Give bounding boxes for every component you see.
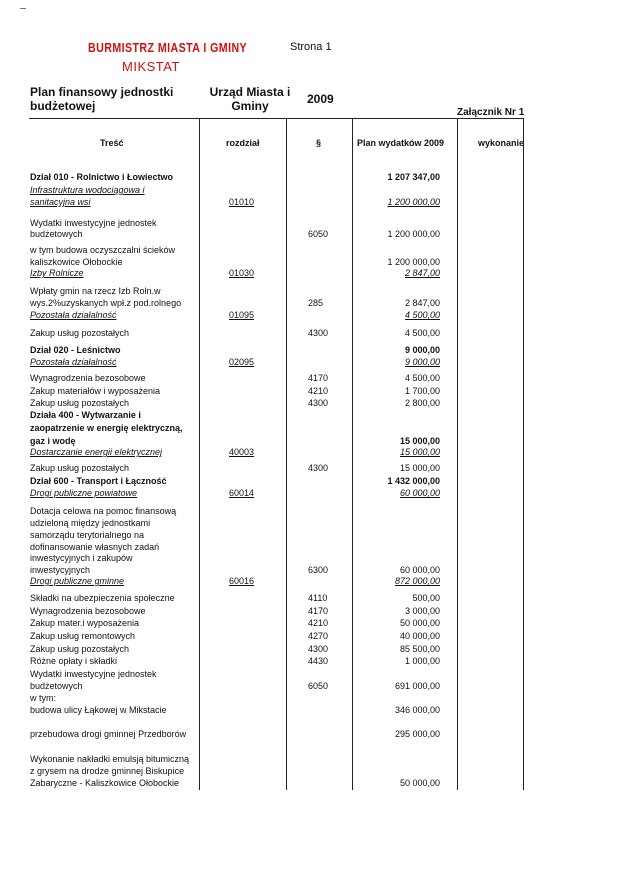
row-plan: 1 200 000,00 (387, 197, 440, 207)
row-plan: 2 800,00 (404, 398, 440, 408)
row-desc: Zakup materiałów i wyposażenia (30, 386, 161, 396)
col-header-plan: Plan wydatków 2009 (357, 138, 445, 148)
row-desc: samorządu terytorialnego na (30, 530, 145, 540)
row-desc: udzieloną między jednostkami (30, 518, 151, 528)
row-par: 4170 (308, 373, 329, 383)
row-section: 40003 (229, 447, 255, 457)
row-plan: 1 700,00 (404, 386, 440, 396)
row-plan: 4 500,00 (404, 373, 440, 383)
row-desc: Zakup usług remontowych (30, 631, 136, 641)
row-desc: Zakup usług pozostałych (30, 644, 130, 654)
row-desc: z grysem na drodze gminnej Biskupice (30, 766, 185, 776)
stamp-line-2: MIKSTAT (122, 59, 180, 74)
row-desc: Zabaryczne - Kaliszkowice Ołobockie (30, 778, 180, 788)
row-section: 60016 (229, 576, 255, 586)
row-desc: budowa ulicy Łąkowej w Mikstacie (30, 705, 167, 715)
page-number: Strona 1 (290, 41, 332, 53)
attachment-label: Załącznik Nr 1 (457, 107, 525, 118)
row-plan: 3 000,00 (404, 606, 440, 616)
row-desc: Dostarczanie energii elektrycznej (30, 447, 163, 457)
row-desc: Pozostała działalność (30, 310, 117, 320)
row-desc: Zakup usług pozostałych (30, 463, 130, 473)
row-desc: Wynagrodzenia bezosobowe (30, 373, 146, 383)
row-par: 4210 (308, 618, 329, 628)
row-desc: Wykonanie nakładki emulsją bitumiczną (30, 754, 189, 764)
row-plan: 60 000,00 (399, 488, 440, 498)
row-par: 6050 (308, 681, 329, 691)
row-par: 4300 (308, 398, 329, 408)
row-desc: przebudowa drogi gminnej Przedborów (30, 729, 187, 739)
col-divider-2 (286, 118, 287, 790)
row-desc: Wydatki inwestycyjne jednostek (30, 218, 157, 228)
row-plan: 1 207 347,00 (387, 172, 440, 182)
row-par: 285 (308, 298, 324, 308)
doc-year: 2009 (307, 92, 334, 106)
col-header-exec: wykonanie (478, 138, 525, 148)
row-plan: 4 500,00 (404, 310, 440, 320)
row-desc: zaopatrzenie w energię elektryczną, (30, 423, 183, 433)
row-desc: Infrastruktura wodociągowa i (30, 185, 145, 195)
table-top-border (29, 118, 524, 119)
row-desc: w tym budowa oczyszczalni ścieków (30, 245, 176, 255)
scan-mark (20, 8, 26, 9)
row-plan: 85 500,00 (399, 644, 440, 654)
row-par: 4300 (308, 328, 329, 338)
row-desc: Wpłaty gmin na rzecz Izb Roln.w (30, 286, 161, 296)
row-desc: budżetowych (30, 229, 83, 239)
row-par: 4300 (308, 644, 329, 654)
row-plan: 1 200 000,00 (387, 229, 440, 239)
col-divider-4 (457, 118, 458, 790)
row-desc: w tym: (30, 693, 56, 703)
row-section: 01030 (229, 268, 255, 278)
row-plan: 9 000,00 (404, 345, 440, 355)
row-plan: 40 000,00 (399, 631, 440, 641)
row-desc: Zakup usług pozostałych (30, 328, 130, 338)
row-desc: Dział 600 - Transport i Łączność (30, 476, 167, 486)
row-plan: 346 000,00 (394, 705, 440, 715)
col-header-section: rozdział (226, 138, 260, 148)
row-par: 4210 (308, 386, 329, 396)
row-desc: sanitacyjna wsi (30, 197, 91, 207)
row-desc: gaz i wodę (30, 436, 76, 446)
row-desc: inwestycyjnych i zakupów (30, 553, 133, 563)
row-desc: Dział 010 - Rolnictwo i Łowiectwo (30, 172, 174, 182)
row-desc: Dotacja celowa na pomoc finansową (30, 506, 177, 516)
row-section: 01095 (229, 310, 255, 320)
row-par: 4430 (308, 656, 329, 666)
row-desc: Zakup mater.i wyposażenia (30, 618, 140, 628)
row-plan: 500,00 (412, 593, 440, 603)
row-desc: Wynagrodzenia bezosobowe (30, 606, 146, 616)
row-plan: 9 000,00 (404, 357, 440, 367)
row-section: 01010 (229, 197, 255, 207)
row-desc: Izby Rolnicze (30, 268, 84, 278)
row-plan: 2 847,00 (404, 298, 440, 308)
row-plan: 15 000,00 (399, 447, 440, 457)
row-plan: 50 000,00 (399, 618, 440, 628)
row-section: 60014 (229, 488, 255, 498)
row-plan: 295 000,00 (394, 729, 440, 739)
row-plan: 50 000,00 (399, 778, 440, 788)
row-plan: 15 000,00 (399, 463, 440, 473)
row-desc: Różne opłaty i składki (30, 656, 118, 666)
row-desc: Działa 400 - Wytwarzanie i (30, 410, 141, 420)
row-plan: 872 000,00 (394, 576, 440, 586)
row-plan: 691 000,00 (394, 681, 440, 691)
row-par: 4110 (308, 593, 328, 603)
row-plan: 2 847,00 (404, 268, 440, 278)
doc-title: Plan finansowy jednostki budżetowej (30, 85, 174, 113)
row-desc: Dział 020 - Leśnictwo (30, 345, 121, 355)
row-plan: 1 000,00 (404, 656, 440, 666)
col-divider-3 (352, 118, 353, 790)
row-par: 6300 (308, 565, 329, 575)
row-plan: 1 200 000,00 (387, 257, 440, 267)
row-desc: dofinansowanie własnych zadań (30, 542, 160, 552)
row-desc: Wydatki inwestycyjne jednostek (30, 669, 157, 679)
row-plan: 15 000,00 (399, 436, 440, 446)
col-divider-5 (523, 118, 524, 790)
row-desc: Drogi publiczne powiatowe (30, 488, 138, 498)
row-desc: wys.2%uzyskanych wpł.z pod.rolnego (30, 298, 182, 308)
office-name: Urząd Miasta i Gminy (209, 85, 291, 113)
row-desc: Drogi publiczne gminne (30, 576, 125, 586)
row-par: 4170 (308, 606, 329, 616)
row-par: 4300 (308, 463, 329, 473)
row-plan: 4 500,00 (404, 328, 440, 338)
row-section: 02095 (229, 357, 255, 367)
row-par: 4270 (308, 631, 329, 641)
col-divider-1 (199, 118, 200, 790)
stamp-line-1: BURMISTRZ MIASTA I GMINY (88, 40, 248, 55)
row-desc: Składki na ubezpieczenia społeczne (30, 593, 175, 603)
row-par: 6050 (308, 229, 329, 239)
row-desc: kaliszkowice Ołobockie (30, 257, 123, 267)
row-desc: budżetowych (30, 681, 83, 691)
row-desc: inwestycyjnych (30, 565, 91, 575)
row-desc: Zakup usług pozostałych (30, 398, 130, 408)
row-desc: Pozostała działalność (30, 357, 117, 367)
row-plan: 60 000,00 (399, 565, 440, 575)
row-plan: 1 432 000,00 (387, 476, 440, 486)
col-header-par: § (316, 138, 322, 148)
col-header-desc: Treść (100, 138, 124, 148)
